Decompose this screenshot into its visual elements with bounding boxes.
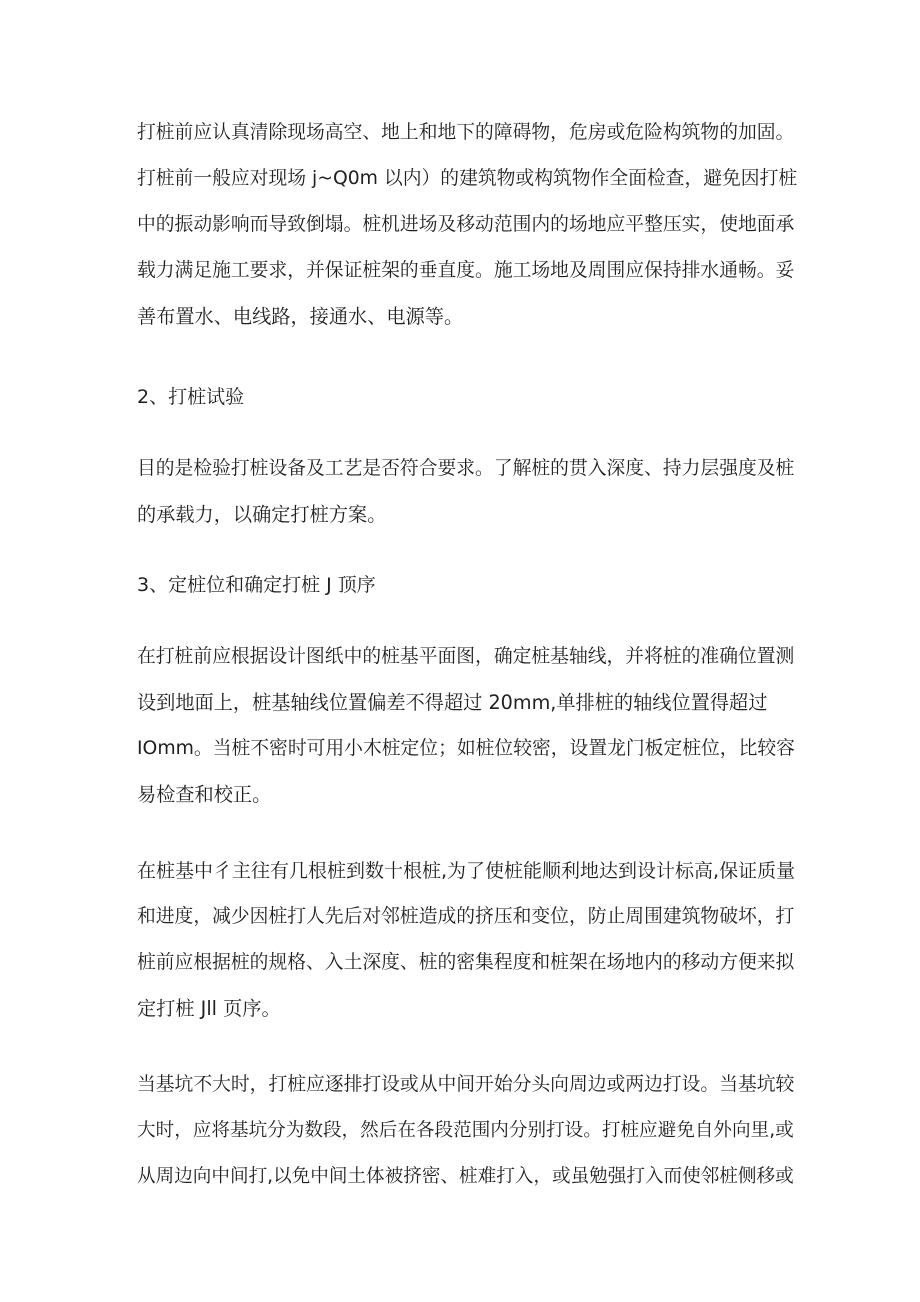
heading-text: 2、打桩试验 bbox=[137, 386, 245, 408]
paragraph-test-purpose bbox=[137, 446, 797, 538]
text-line: IOmm。当桩不密时可用小木桩定位；如桩位较密，设置龙门板定桩位，比较容 bbox=[137, 738, 795, 759]
paragraph-pile-layout bbox=[137, 634, 797, 818]
text-line: 设到地面上，桩基轴线位置偏差不得超过 20mm,单排桩的轴线位置得超过 bbox=[137, 691, 768, 714]
section-heading-pile-test bbox=[137, 374, 797, 420]
paragraph-driving-sequence bbox=[137, 848, 797, 1032]
text-line: 大时，应将基坑分为数段，然后在各段范围内分别打设。打桩应避免自外向里,或 bbox=[137, 1120, 794, 1141]
text-line: 的承载力，以确定打桩方案。 bbox=[137, 503, 387, 526]
text-line: 定打桩 Jll 页序。 bbox=[137, 997, 281, 1020]
text-line: 和进度，减少因桩打人先后对邻桩造成的挤压和变位，防止周围建筑物破坏，打 bbox=[137, 906, 795, 927]
text-line: 在桩基中彳主往有几根桩到数十根桩,为了使桩能顺利地达到设计标高,保证质量 bbox=[137, 860, 796, 882]
text-line: 易检查和校正。 bbox=[137, 783, 272, 806]
paragraph-pit-size bbox=[137, 1062, 797, 1200]
section-heading-pile-position bbox=[137, 562, 797, 608]
text-line: 打桩前应认真清除现场高空、地上和地下的障碍物，危房或危险构筑物的加固。 bbox=[137, 122, 795, 143]
text-line: 当基坑不大时，打桩应逐排打设或从中间开始分头向周边或两边打设。当基坑较 bbox=[137, 1074, 795, 1095]
text-line: 中的振动影响而导致倒塌。桩机进场及移动范围内的场地应平整压实，使地面承 bbox=[137, 214, 795, 235]
text-line: 在打桩前应根据设计图纸中的桩基平面图，确定桩基轴线，并将桩的准确位置测 bbox=[137, 646, 795, 667]
text-line: 桩前应根据桩的规格、入土深度、桩的密集程度和桩架在场地内的移动方便来拟 bbox=[137, 952, 795, 973]
text-line: 打桩前一般应对现场 j~Q0m 以内）的建筑物或构筑物作全面检查，避免因打桩 bbox=[137, 168, 798, 189]
text-line: 从周边向中间打,以免中间土体被挤密、桩难打入，或虽勉强打入而使邻桩侧移或 bbox=[137, 1166, 794, 1187]
heading-text: 3、定桩位和确定打桩 J 顶序 bbox=[137, 574, 376, 596]
text-line: 善布置水、电线路，接通水、电源等。 bbox=[137, 305, 464, 328]
paragraph-site-preparation bbox=[137, 110, 797, 340]
text-line: 目的是检验打桩设备及工艺是否符合要求。了解桩的贯入深度、持力层强度及桩 bbox=[137, 458, 795, 479]
text-line: 载力满足施工要求，并保证桩架的垂直度。施工场地及周围应保持排水通畅。妥 bbox=[137, 260, 795, 281]
